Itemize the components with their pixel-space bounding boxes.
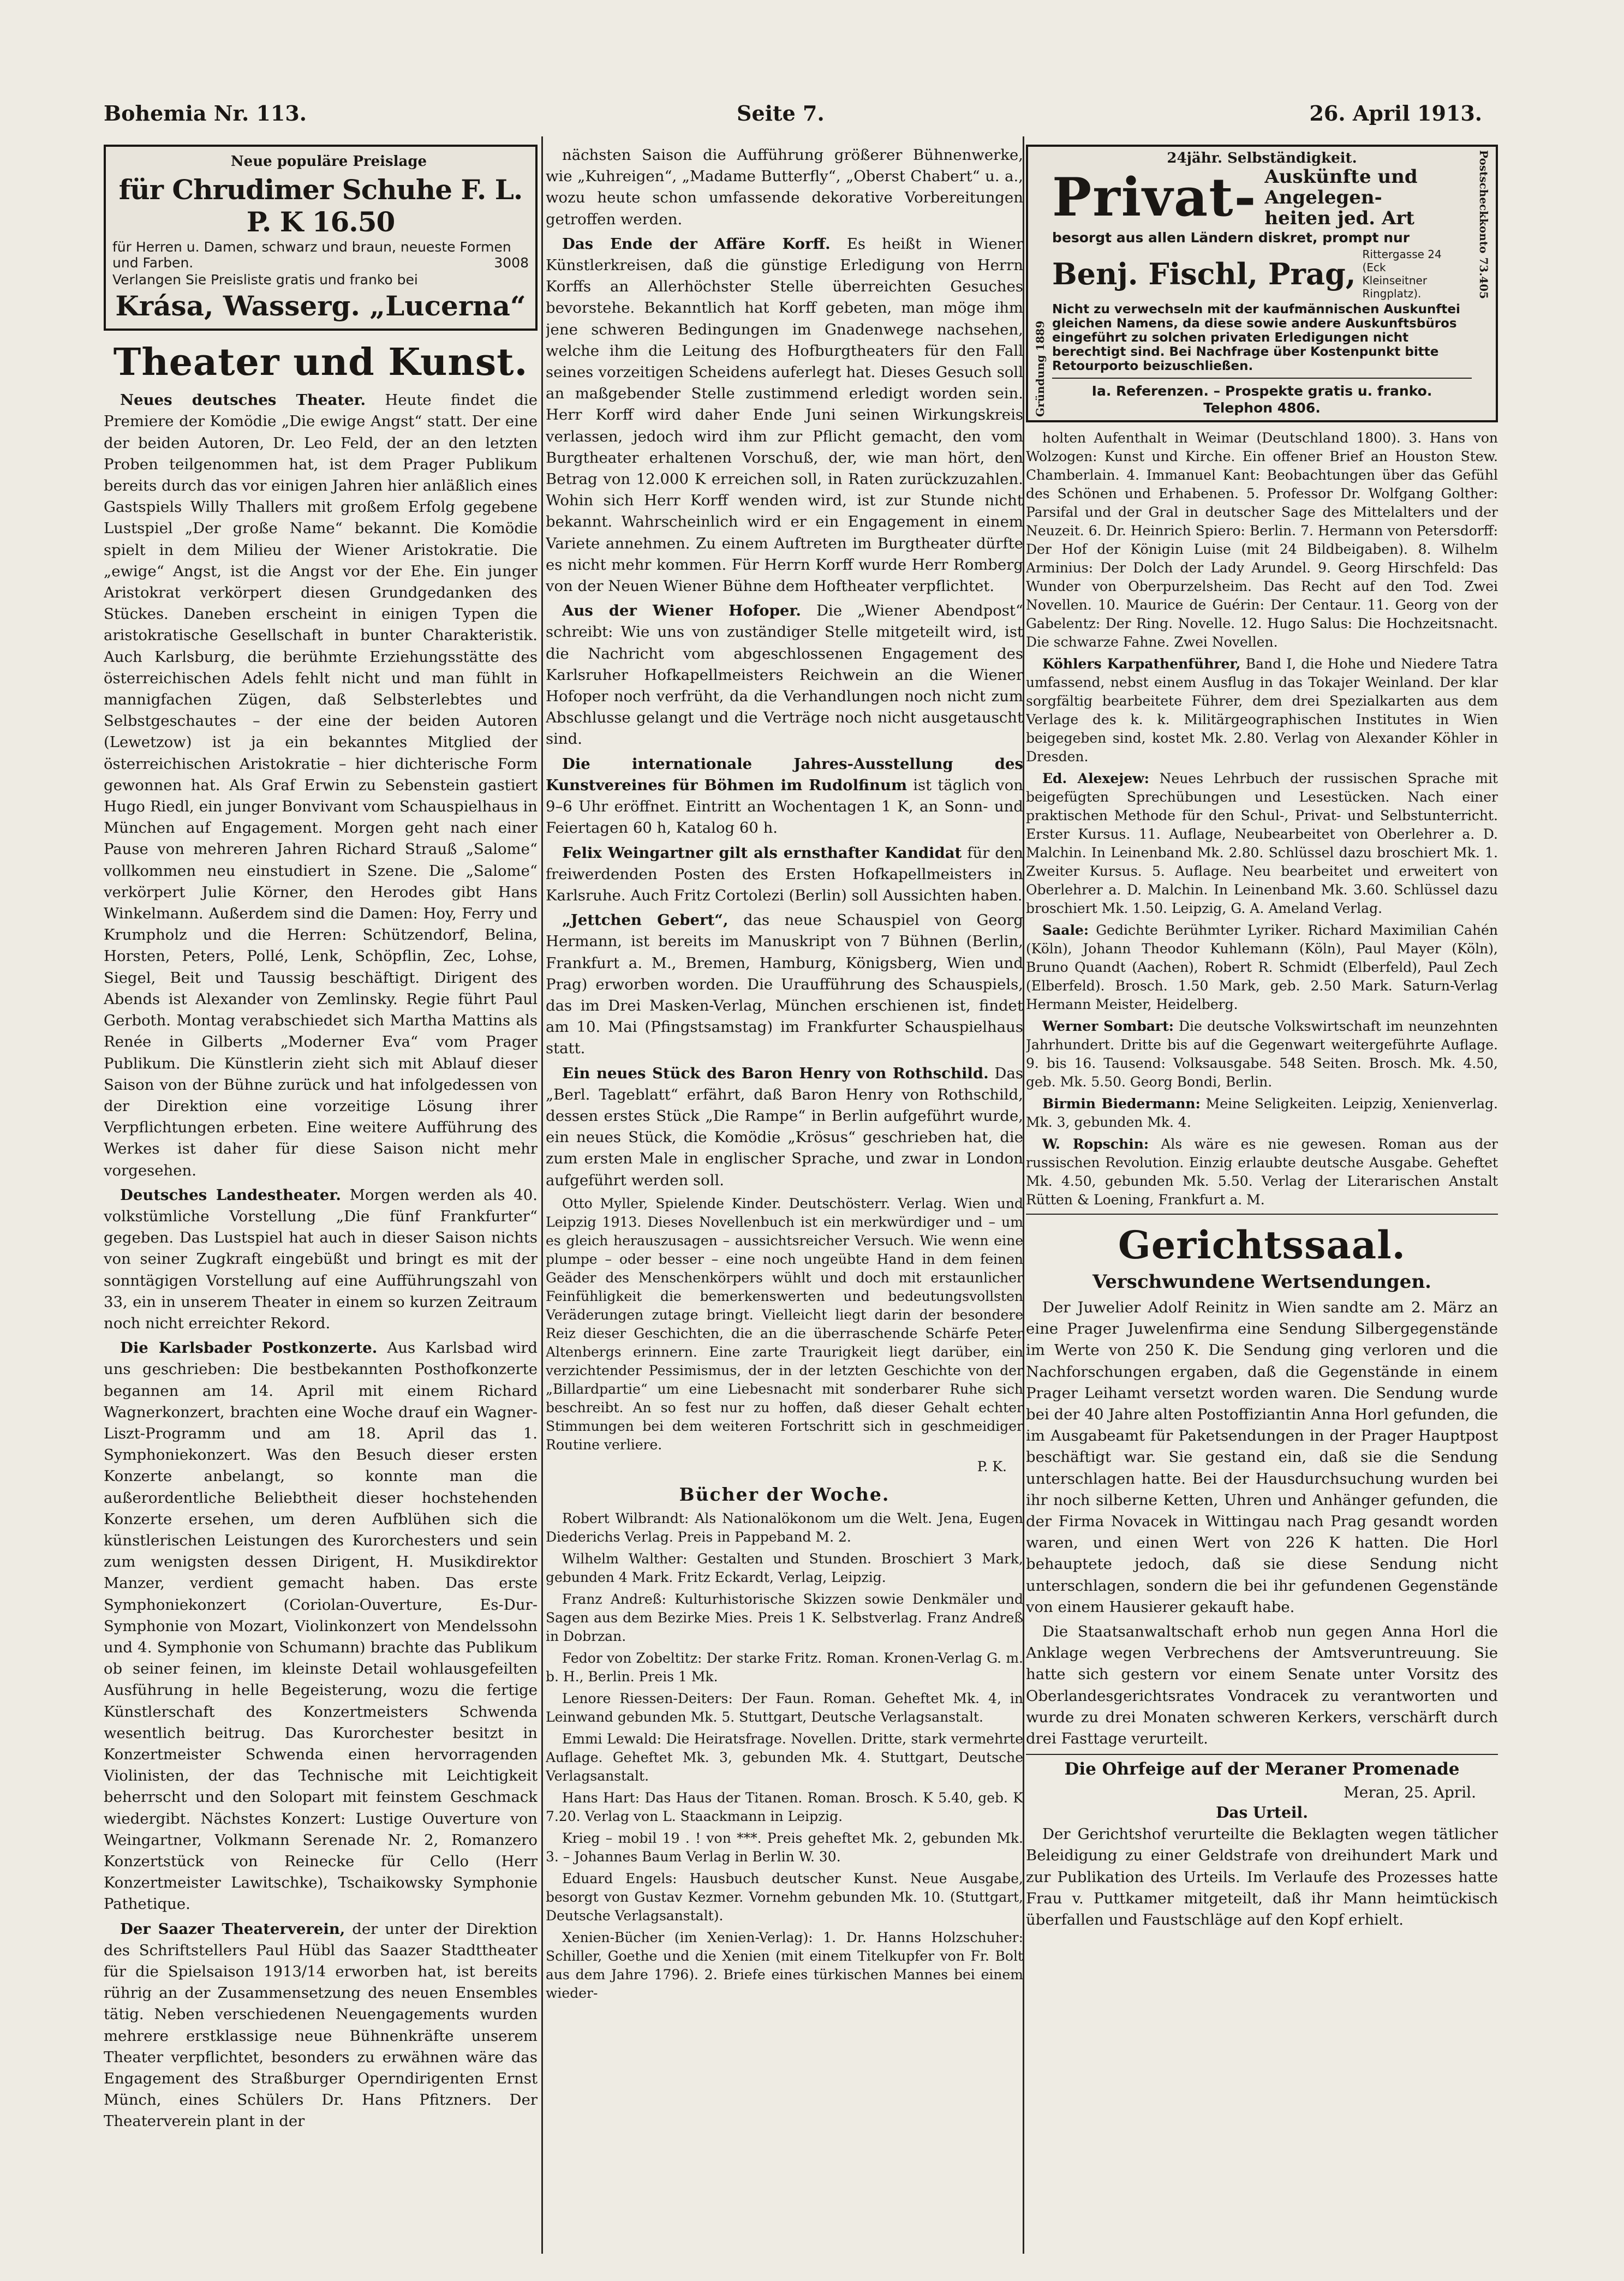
article-text: Morgen werden als 40. volkstümliche Vorstellung „Die fünf Frankfurter“ gegeben. Das Lustspiel hat auch in dieser Saison nichts von seiner Zugkraft eingebüßt und bringt es mit der sonntägigen Vorstellung auf eine Aufführungszahl von 33, ein in unserem Theater in einem so kurzen Zeitraum noch nicht erreichter Rekord. bbox=[104, 1186, 538, 1332]
divider bbox=[1026, 1754, 1498, 1755]
court-paragraph: Der Gerichtshof verurteilte die Beklagten wegen tätlicher Beleidigung zu einer Geldstrafe von dreihundert Mark und zur Publikation des Urteils. Im Verlaufe des Prozesses hatte Frau v. Puttkamer mitgeteilt, daß ihr Mann heimtückisch überfallen und Faustschläge auf den Kopf erhielt. bbox=[1026, 1825, 1498, 1929]
article-paragraph bbox=[1026, 429, 1498, 652]
article-text: Neues Lehrbuch der russischen Sprache mit beigefügten Sprechübungen und Lesestücken. Nach einer praktischen Methode für den Schul-, Privat- und Selbstunterricht. Erster Kursus. 11. Auflage, Neubearbeitet von Oberlehrer a. D. Malchin. In Leinenband Mk. 2.80. Schlüssel dazu broschiert Mk. 1. Zweiter Kursus. 5. Auflage. Neu bearbeitet und erweitert von Oberlehrer a. D. Malchin. In Leinenband Mk. 3.60. Schlüssel dazu broschiert Mk. 1.50. Leipzig, G. A. Ameland Verlag. bbox=[1026, 771, 1498, 916]
privat-side-2: Angelegen- bbox=[1264, 187, 1382, 208]
book-entry: Krieg – mobil 19 . ! von ***. Preis geheftet Mk. 2, gebunden Mk. 3. – Johannes Baum Verlag in Berlin W. 30. bbox=[546, 1830, 1023, 1865]
article-lead: Felix Weingartner gilt als ernsthafter Kandidat bbox=[562, 844, 962, 862]
divider bbox=[1026, 1214, 1498, 1215]
article-paragraph bbox=[1026, 921, 1498, 1014]
article-lead: Die Karlsbader Postkonzerte. bbox=[120, 1339, 378, 1357]
article-lead: Deutsches Landestheater. bbox=[120, 1186, 341, 1204]
section-title: Theater und Kunst. bbox=[113, 341, 528, 385]
article-paragraph bbox=[104, 390, 538, 1181]
privat-firm: Benj. Fischl, Prag, bbox=[1052, 256, 1356, 291]
article-text: Aus Karlsbad wird uns geschrieben: Die bestbekannten Posthofkonzerte begannen am 14. April mit einem Richard Wagnerkonzert, brachten eine Woche drauf ein Wagner-Liszt-Programm und am 18. April das 1. Symphoniekonzert. Was den Besuch dieser ersten Konzerte anbelangt, so konnte man die außerordentliche Beliebtheit dieser hochstehenden Konzerte ersehen, um deren Aufblühen sich die künstlerischen Leistungen des Kurorchesters und sein zum wenigsten dessen Dirigent, H. Musikdirektor Manzer, verdient gemacht haben. Das erste Symphoniekonzert (Coriolan-Ouverture, Es-Dur-Symphonie von Mozart, Violinkonzert von Mendelssohn und 4. Symphonie von Schumann) brachte das Publikum ob seiner feinen, im kleinste Detail wohlausgefeilten Ausführung in helle Begeisterung, wozu die fertige Künstlerschaft des Konzertmeisters Schwenda wesentlich beitrug. Das Kurorchester besitzt in Konzertmeister Schwenda einen hervorragenden Violinisten, der das Technische mit Leichtigkeit beherrscht und den Solopart mit feinstem Geschmack wiedergibt. Nächstes Konzert: Lustige Ouverture von Weingartner, Volkmann Serenade Nr. 2, Romanzero Konzertstück von Reinecke für Cello (Herr Konzertmeister Lawitschke), Tschaikowsky Symphonie Pathetique. bbox=[104, 1339, 538, 1913]
privat-address: Rittergasse 24 (Eck Kleinseitner Ringplatz). bbox=[1362, 248, 1442, 300]
review-signature: P. K. bbox=[977, 1458, 1007, 1474]
ad-firm: Krása, Wasserg. „Lucerna“ bbox=[115, 290, 526, 323]
article-text: Die deutsche Volkswirtschaft im neunzehnten Jahrhundert. Dritte bis auf die Gegenwart weitergeführte Auflage. 9. bis 16. Tausend: Volksausgabe. 548 Seiten. Brosch. Mk. 4.50, geb. Mk. 5.50. Georg Bondi, Berlin. bbox=[1026, 1018, 1498, 1090]
article-lead: Ein neues Stück des Baron Henry von Rothschild. bbox=[562, 1064, 989, 1082]
verdict-title: Das Urteil. bbox=[1216, 1804, 1308, 1822]
books-title: Bücher der Woche. bbox=[679, 1483, 890, 1505]
book-entry: Franz Andreß: Kulturhistorische Skizzen sowie Denkmäler und Sagen aus dem Bezirke Mies. Preis 1 K. Selbstverlag. Franz Andreß in Dobrzan. bbox=[546, 1591, 1023, 1644]
ad-vertical-right: Postscheckkonto 73.405 bbox=[1477, 150, 1490, 299]
ad-top-line: 24jähr. Selbständigkeit. bbox=[1167, 150, 1357, 166]
article-lead: Neues deutsches Theater. bbox=[120, 391, 366, 409]
article-text: Die „Wiener Abendpost“ schreibt: Wie uns von zuständiger Stelle mitgeteilt wird, ist die Nachricht vom abgeschlossenen Engagement des Karlsruher Hofkapellmeisters Reichwein an die Wiener Hofoper noch verfrüht, da die Verhandlungen noch nicht zum Abschlusse gelangt und die Verträge noch nicht ausgetauscht sind. bbox=[546, 602, 1023, 748]
privat-title-row bbox=[1052, 166, 1472, 229]
book-entry: Robert Wilbrandt: Als Nationalökonom um die Welt. Jena, Eugen Diederichs Verlag. Preis in Pappeband M. 2. bbox=[546, 1510, 1023, 1545]
ad-description bbox=[112, 239, 529, 271]
article-paragraph bbox=[546, 1063, 1023, 1191]
court-section-title: Gerichtssaal. bbox=[1118, 1222, 1406, 1268]
privat-side-text bbox=[1264, 166, 1417, 229]
privat-warning: Nicht zu verwechseln mit der kaufmännischen Auskunftei gleichen Namens, da diese sowie andere Auskunftsbüros eingeführt zu solchen privaten Erledigungen nicht berechtigt sind. Bei Nachfrage über Kostenpunkt bitte Retourporto beizuschließen. bbox=[1052, 302, 1460, 373]
book-entry: Hans Hart: Das Haus der Titanen. Roman. Brosch. K 5.40, geb. K 7.20. Verlag von L. Staackmann in Leipzig. bbox=[546, 1789, 1023, 1824]
ad-tagline: Neue populäre Preislage bbox=[230, 153, 427, 170]
article-text: ist täglich von 9–6 Uhr eröffnet. Eintritt an Wochentagen 1 K, an Sonn- und Feiertagen 60 h, Katalog 60 h. bbox=[546, 776, 1023, 837]
privat-sub: besorgt aus allen Ländern diskret, prompt nur bbox=[1052, 230, 1410, 246]
court-subtitle-1: Verschwundene Wertsendungen. bbox=[1092, 1271, 1431, 1293]
article-text: Gedichte Berühmter Lyriker. Richard Maximilian Cahén (Köln), Johann Theodor Kuhlemann (Köln), Paul Mayer (Köln), Bruno Quandt (Aachen), Robert R. Schmidt (Elberfeld), Paul Zech (Elberfeld). Brosch. 1.50 Mark, geb. 2.50 Mark. Saturn-Verlag Hermann Meister, Heidelberg. bbox=[1026, 922, 1498, 1012]
book-entry: Emmi Lewald: Die Heiratsfrage. Novellen. Dritte, stark vermehrte Auflage. Geheftet Mk. 3, gebunden Mk. 4. Stuttgart, Deutsche Verlagsanstalt. bbox=[546, 1730, 1023, 1784]
article-text: Es heißt in Wiener Künstlerkreisen, daß die günstige Erledigung von Herrn Korffs an Allerhöchster Stelle überreichten Gesuches bevorstehe. Bekanntlich hat Korff gebeten, man möge ihm jene schweren Bedingungen im Gnadenwege nachsehen, welche ihm die Leitung des Hofburgtheaters für den Fall seines vorzeitigen Scheidens auferlegt hat. Dieses Gesuch soll an maßgebender Stelle zustimmend erledigt worden sein. Herr Korff wird daher Ende Juni seinen Wirkungskreis verlassen, jedoch wird ihm zur Pflicht gemacht, den vom Burgtheater erhaltenen Vorschuß, der, wie man hört, den Betrag von 12.000 K erreichen soll, in Raten zurückzuzahlen. Wohin sich Herr Korff wenden wird, ist zur Stunde nicht bekannt. Wahrscheinlich wird er ein Engagement in einem Variete annehmen. Zu einem Auftreten im Burgtheater dürfte es nicht mehr kommen. Für Herrn Korff wurde Herr Romberg von der Neuen Wiener Bühne dem Hoftheater verpflichtet. bbox=[546, 235, 1023, 595]
book-entry: Wilhelm Walther: Gestalten und Stunden. Broschiert 3 Mark, gebunden 4 Mark. Fritz Eckardt, Verlag, Leipzig. bbox=[546, 1550, 1023, 1585]
article-lead: Werner Sombart: bbox=[1042, 1018, 1174, 1034]
article-paragraph bbox=[546, 910, 1023, 1059]
article-text: das neue Schauspiel von Georg Hermann, ist bereits im Manuskript von 7 Bühnen (Berlin, Frankfurt a. M., Bremen, Hamburg, Königsberg, Wien und Prag) erworben worden. Die Uraufführung des Schauspiels, das im Drei Masken-Verlag, München erschienen ist, findet am 10. Mai (Pfingstsamstag) im Frankfurter Schauspielhaus statt. bbox=[546, 911, 1023, 1058]
ad-code: 3008 bbox=[494, 255, 529, 271]
ad-headline: für Chrudimer Schuhe F. L. P. K 16.50 bbox=[118, 174, 523, 238]
ad-vertical-left: Gründung 1889 bbox=[1034, 320, 1047, 417]
article-lead: Ed. Alexejew: bbox=[1042, 771, 1149, 786]
article-text: der unter der Direktion des Schriftstellers Paul Hübl das Saazer Stadttheater für die Spielsaison 1913/14 erworben hat, ist bereits rührig an der Zusammensetzung des neuen Ensembles tätig. Neben verschiedenen Neuengagements wurden mehrere erstklassige neue Bühnenkräfte unserem Theater verpflichtet, besonders zu erwähnen wäre das Engagement des Straßburger Operndirigenten Ernst Münch, eines Schülers Dr. Hans Pfitzners. Der Theaterverein plant in der bbox=[104, 1920, 538, 2130]
article-paragraph bbox=[104, 1919, 538, 2133]
article-lead: Köhlers Karpathenführer, bbox=[1042, 656, 1241, 672]
ad-pricelist: Verlangen Sie Preisliste gratis und franko bei bbox=[112, 272, 418, 288]
article-paragraph bbox=[546, 754, 1023, 839]
ad-description-text: für Herren u. Damen, schwarz und braun, neueste Formen und Farben. bbox=[112, 239, 511, 271]
article-text: Das „Berl. Tageblatt“ erfährt, daß Baron Henry von Rothschild, dessen erstes Stück „Die Rampe“ in Berlin aufgeführt wurde, ein neues Stück, die Komödie „Krösus“ geschrieben hat, die zum ersten Male in englischer Sprache, und zwar in London aufgeführt werden soll. bbox=[546, 1064, 1023, 1189]
book-entry: Lenore Riessen-Deiters: Der Faun. Roman. Geheftet Mk. 4, in Leinwand gebunden Mk. 5. Stuttgart, Deutsche Verlagsanstalt. bbox=[546, 1690, 1023, 1725]
article-paragraph bbox=[104, 1185, 538, 1334]
books-list bbox=[546, 1509, 1023, 2003]
article-paragraph bbox=[546, 600, 1023, 750]
article-lead: Das Ende der Affäre Korff. bbox=[562, 235, 831, 253]
issue-number: Bohemia Nr. 113. bbox=[104, 101, 307, 126]
book-entry: Xenien-Bücher (im Xenien-Verlag): 1. Dr. Hanns Holzschuher: Schiller, Goethe und die Xenien (mit einem Titelkupfer von Fr. Bolt aus dem Jahre 1796). 2. Briefe eines türkischen Mannes bei einem wieder- bbox=[546, 1929, 1023, 2001]
article-text: nächsten Saison die Aufführung größerer Bühnenwerke, wie „Kuhreigen“, „Madame Butterfly“, „Oberst Chabert“ u. a., wozu heute schon umfassende dekorative Vorbereitungen getroffen werden. bbox=[546, 146, 1023, 228]
article-lead: „Jettchen Gebert“, bbox=[562, 911, 729, 929]
privat-firm-row bbox=[1052, 247, 1472, 301]
article-lead: Die internationale Jahres-Ausstellung des Kunstvereines für Böhmen im Rudolfinum bbox=[546, 755, 1023, 794]
article-paragraph bbox=[1026, 1095, 1498, 1132]
book-entry: Eduard Engels: Hausbuch deutscher Kunst. Neue Ausgabe, besorgt von Gustav Kezmer. Vornehm gebunden Mk. 10. (Stuttgart, Deutsche Verlagsanstalt). bbox=[546, 1870, 1023, 1924]
article-paragraph bbox=[546, 145, 1023, 230]
book-entry: Fedor von Zobeltitz: Der starke Fritz. Roman. Kronen-Verlag G. m. b. H., Berlin. Preis 1 Mk. bbox=[546, 1650, 1023, 1685]
column-3 bbox=[1026, 145, 1498, 1934]
article-lead: Der Saazer Theaterverein, bbox=[120, 1920, 345, 1938]
book-notices bbox=[1026, 429, 1498, 1209]
privat-side-3: heiten jed. Art bbox=[1264, 207, 1414, 229]
article-paragraph bbox=[1026, 769, 1498, 918]
article-lead: Aus der Wiener Hofoper. bbox=[562, 602, 801, 620]
article-text: Meine Seligkeiten. Leipzig, Xenienverlag. Mk. 3, gebunden Mk. 4. bbox=[1026, 1096, 1498, 1130]
divider bbox=[1052, 378, 1472, 379]
column-rule bbox=[541, 136, 543, 2254]
privat-word: Privat- bbox=[1052, 166, 1257, 228]
book-review bbox=[546, 1195, 1023, 1476]
article-text: Heute findet die Premiere der Komödie „Die ewige Angst“ statt. Der eine der beiden Autoren, Dr. Leo Feld, der an den letzten Proben teilgenommen hat, ist dem Prager Publikum bereits durch das vor einigen Jahren hier anläßlich eines Gastspiels Willy Thallers mit großem Erfolg gegebene Lustspiel „Der große Name“ bekannt. Die Komödie spielt in dem Milieu der Wiener Aristokratie. Die „ewige“ Angst, ist die Angst vor der Ehe. Ein junger Aristokrat verkörpert diesen Grundgedanken des Stückes. Daneben erscheint in einigen Typen die aristokratische Gesellschaft in bunter Charakteristik. Auch Karlsburg, die berühmte Erziehungsstätte des österreichischen Adels fehlt nicht und man fühlt in mannigfachen Zügen, daß Selbsterlebtes und Selbstgeschautes – der eine der beiden Autoren (Lewetzow) ist ja ein bekanntes Mitglied der österreichischen Aristokratie – hier dichterische Form gewonnen hat. Als Graf Erwin zu Sebenstein gastiert Hugo Riedl, ein junger Bonvivant vom Schauspielhaus in München auf Engagement. Morgen geht nach einer Pause von mehreren Jahren Richard Strauß „Salome“ vollkommen neu einstudiert in Szene. Die „Salome“ verkörpert Julie Körner, den Herodes gibt Hans Winkelmann. Außerdem sind die Damen: Hoy, Ferry und Krumpholz und die Herren: Schützendorf, Belina, Horsten, Peters, Pollé, Lenk, Schöpflin, Zec, Lohse, Siegel, Beit und Taussig beschäftigt. Dirigent des Abends ist Alexander von Zemlinsky. Regie führt Paul Gerboth. Montag verabschiedet sich Martha Mattins als Renée in Gilberts „Moderner Eva“ vom Prager Publikum. Die Künstlerin zieht sich mit Ablauf dieser Saison von der Bühne zurück und hat infolgedessen von der Direktion eine vorzeitige Lösung ihrer Verpflichtungen erbeten. Eine weitere Aufführung des Werkes ist daher für diese Saison nicht mehr vorgesehen. bbox=[104, 391, 538, 1179]
article-paragraph bbox=[1026, 655, 1498, 766]
privat-ad-main bbox=[1049, 150, 1475, 417]
article-text: Als wäre es nie gewesen. Roman aus der russischen Revolution. Einzig erlaubte deutsche Ausgabe. Geheftet Mk. 4.50, gebunden Mk. 5.50. Verlag der Literarischen Anstalt Rütten & Loening, Frankfurt a. M. bbox=[1026, 1136, 1498, 1208]
article-paragraph bbox=[546, 234, 1023, 597]
article-lead: Saale: bbox=[1042, 922, 1089, 938]
privat-phone: Telephon 4806. bbox=[1203, 400, 1321, 416]
shoe-advertisement bbox=[104, 145, 538, 331]
dateline: Meran, 25. April. bbox=[1344, 1783, 1476, 1802]
column-1 bbox=[104, 145, 538, 2136]
article-paragraph bbox=[104, 1337, 538, 1915]
article-text: holten Aufenthalt in Weimar (Deutschland 1800). 3. Hans von Wolzogen: Kunst und Kirche. Ein offener Brief an Houston Stew. Chamberlain. 4. Immanuel Kant: Beobachtungen über das Gefühl des Schönen und Erhabenen. 5. Professor Dr. Wolfgang Golther: Parsifal und der Gral in deutscher Sage des Mittelalters und der Neuzeit. 6. Dr. Heinrich Spiero: Berlin. 7. Hermann von Petersdorff: Der Hof der Königin Luise (mit 24 Bildbeigaben). 8. Wilhelm Arminius: Der Dolch der Lady Arundel. 9. Georg Hirschfeld: Das Wunder von Oberpurzelsheim. Das Recht auf den Tod. Zwei Novellen. 10. Maurice de Guérin: Der Centaur. 11. Georg von der Gabelentz: Der Ring. Novelle. 12. Hugo Salus: Die Hochzeitsnacht. Die schwarze Fahne. Zwei Novellen. bbox=[1026, 430, 1498, 650]
article-text: Band I, die Hohe und Niedere Tatra umfassend, nebst einem Ausflug in das Tokajer Weinland. Der klar sorgfältig bearbeitete Führer, dem drei Spezialkarten aus dem Verlage des k. k. Militärgeographischen Institutes in Wien beigegeben sind, kostet Mk. 2.80. Verlag von Alexander Köhler in Dresden. bbox=[1026, 656, 1498, 765]
page-header bbox=[104, 101, 1482, 134]
privat-references: Ia. Referenzen. – Prospekte gratis u. franko. bbox=[1091, 383, 1432, 399]
privat-advertisement bbox=[1026, 145, 1498, 422]
article-paragraph bbox=[546, 843, 1023, 907]
column-2 bbox=[546, 145, 1023, 2006]
article-lead: Birmin Biedermann: bbox=[1042, 1096, 1201, 1112]
article-text: für den freiwerdenden Posten des Ersten Hofkapellmeisters in Karlsruhe. Auch Fritz Cortolezi (Berlin) soll Aussichten haben. bbox=[546, 844, 1023, 904]
article-list bbox=[104, 390, 538, 2132]
privat-side-1: Auskünfte und bbox=[1264, 166, 1418, 188]
court-paragraph: Die Staatsanwaltschaft erhob nun gegen Anna Horl die Anklage wegen Verbrechens der Amtsveruntreuung. Sie hatte sich gestern vor einem Senate unter Vorsitz des Oberlandesgerichtsrates Vondracek zu verantworten und wurde zu drei Monaten schweren Kerkers, verschärft durch drei Fasttage verurteilt. bbox=[1026, 1623, 1498, 1748]
article-lead: W. Ropschin: bbox=[1042, 1136, 1149, 1152]
issue-date: 26. April 1913. bbox=[1309, 101, 1482, 126]
court-paragraph: Der Juwelier Adolf Reinitz in Wien sandte am 2. März an eine Prager Juwelenfirma eine Sendung Silbergegenstände im Werte von 250 K. Die Sendung ging verloren und die Nachforschungen ergaben, daß die Gegenstände in einem Prager Leihamt versetzt worden waren. Die Sendung wurde bei der 40 Jahre alten Postoffiziantin Anna Horl gefunden, die im Ausgabeamt für Paketsendungen in der Prager Hauptpost beschäftigt war. Sie gestand ein, daß sie die Sendung unterschlagen hatte. Bei der Hausdurchsuchung wurden bei ihr noch silberne Ketten, Uhren und Anhänger gefunden, die der Firma Novacek in Wittingau nach Prag gesandt worden waren, und einen Wert von 226 K hatten. Die Horl behauptete jedoch, daß sie diese Sendung nicht unterschlagen, sondern die bei ihr gefundenen Gegenstände von einem Hausierer gekauft habe. bbox=[1026, 1299, 1498, 1616]
review-text: Otto Myller, Spielende Kinder. Deutschösterr. Verlag. Wien und Leipzig 1913. Dieses Novellenbuch ist ein merkwürdiger und – um es gleich herauszusagen – aussichtsreicher Versuch. Wie wenn eine plumpe – oder besser – eine noch ungeübte Hand in dem feinen Geäder des Menschenkörpers wühlt und doch mit erstaunlicher Feinfühligkeit die bemerkenswerten und bedeutungsvollsten Veräderungen zutage bringt. Vielleicht liegt darin der besondere Reiz dieser Geschichten, die an die überraschende Schärfe Peter Altenbergs erinnern. Eine zarte Traurigkeit liegt darüber, ein verzichtender Pessimismus, der in der letzten Geschichte von der „Billardpartie“ um eine Liebesnacht mit sonderbarer Ruhe sich beschreibt. An so fest nur zu hoffen, daß dieser Gehalt echter Stimmungen bei dem weiteren Fortschritt sich in geschmeidiger Routine verliere. bbox=[546, 1195, 1023, 1453]
court-subtitle-2: Die Ohrfeige auf der Meraner Promenade bbox=[1064, 1759, 1460, 1780]
page-number: Seite 7. bbox=[737, 101, 825, 126]
article-paragraph bbox=[1026, 1135, 1498, 1209]
article-paragraph bbox=[1026, 1017, 1498, 1091]
